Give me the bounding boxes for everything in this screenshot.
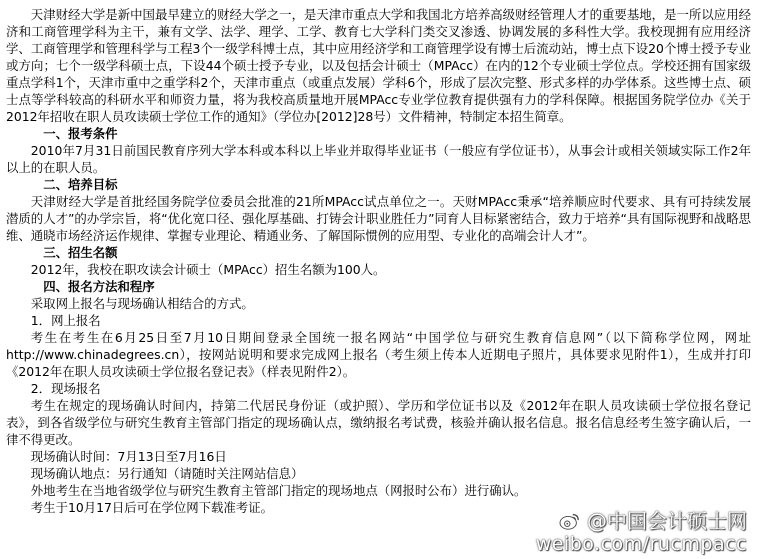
online-registration-heading: 1．网上报名 — [30, 313, 101, 328]
online-registration-body: 考生在考生在6月25日至7月10日期间登录全国统一报名网站“中国学位与研究生教育信息网”（以下简称学位网，网址http://www.chinadegrees.cn），按网站说明和要求完成网上报名（考生须上传本人近期电子照片，具体要求见附件1），生成并打印《2012年在职人员攻读硕士学位报名登记表》（样表见附件2）。 — [6, 330, 751, 379]
section-3-body: 2012年，我校在职攻读会计硕士（MPAcc）招生名额为100人。 — [30, 262, 386, 277]
out-of-town-note: 外地考生在当地省级学位与研究生教育主管部门指定的现场地点（网报时公布）进行确认。 — [30, 483, 527, 498]
onsite-registration-body: 考生在规定的现场确认时间内，持第二代居民身份证（或护照）、学历和学位证书以及《2012年在职人员攻读硕士学位报名登记表》，到各省级学位与研究生教育主管部门指定的现场确认点，缴纳报名考试费，核验并确认报名信息。报名信息经考生签字确认后，一律不得更改。 — [6, 398, 751, 447]
section-1-title: 一、报考条件 — [43, 126, 118, 141]
watermark-url: weibo.com/rucmpacc — [535, 533, 747, 555]
admission-ticket-note: 考生于10月17日后可在学位网下载准考证。 — [30, 500, 273, 515]
onsite-confirmation-place: 现场确认地点：另行通知（请随时关注网站信息） — [30, 466, 304, 481]
section-2-body: 天津财经大学是首批经国务院学位委员会批准的21所MPAcc试点单位之一。天财MPAcc秉承“培养顺应时代要求、具有可持续发展潜质的人才”的办学宗旨，将“优化宽口径、强化厚基础、打铸会计职业胜任力”同育人目标紧密结合，致力于培养“具有国际视野和战略思维、通晓市场经济运作规律、掌握专业理论、精通业务、了解国际惯例的应用型、专业化的高端会计人才”。 — [6, 194, 751, 243]
onsite-confirmation-time: 现场确认时间：7月13日至7月16日 — [30, 449, 227, 464]
section-3-title: 三、招生名额 — [43, 245, 118, 260]
watermark-account: @中国会计硕士网 — [587, 509, 747, 533]
section-1-body: 2010年7月31日前国民教育序列大学本科或本科以上毕业并取得毕业证书（一般应有学位证书），从事会计或相关领域实际工作2年以上的在职人员。 — [6, 143, 751, 175]
section-2-title: 二、培养目标 — [43, 177, 118, 192]
onsite-registration-heading: 2．现场报名 — [30, 381, 101, 396]
intro-paragraph: 天津财经大学是新中国最早建立的财经大学之一，是天津市重点大学和我国北方培养高级财经管理人才的重要基地，是一所以应用经济和工商管理学科为主干，兼有文学、法学、理学、工学、教育七大学科门类交叉渗透、协调发展的多科性大学。我校现拥有应用经济学、工商管理学和管理科学与工程3个一级学科博士点，其中应用经济学和工商管理学设有博士后流动站，博士点下设20个博士授予专业或方向；七个一级学科硕士点，下设44个硕士授予专业，以及包括会计硕士（MPAcc）在内的12个专业硕士学位点。学校还拥有国家级重点学科1个，天津市重中之重学科2个，天津市重点（或重点发展）学科6个，形成了层次完整、形式多样的办学体系。这些博士点、硕士点等学科较高的科研水平和师资力量，将为我校高质量地开展MPAcc专业学位教育提供强有力的学科保障。根据国务院学位办《关于2012年招收在职人员攻读硕士学位工作的通知》（学位办[2012]28号）文件精神，特制定本招生简章。 — [6, 7, 751, 124]
admission-brochure — [6, 6, 751, 516]
section-4-title: 四、报名方法和程序 — [43, 279, 155, 294]
section-4-intro: 采取网上报名与现场确认相结合的方式。 — [30, 296, 254, 311]
